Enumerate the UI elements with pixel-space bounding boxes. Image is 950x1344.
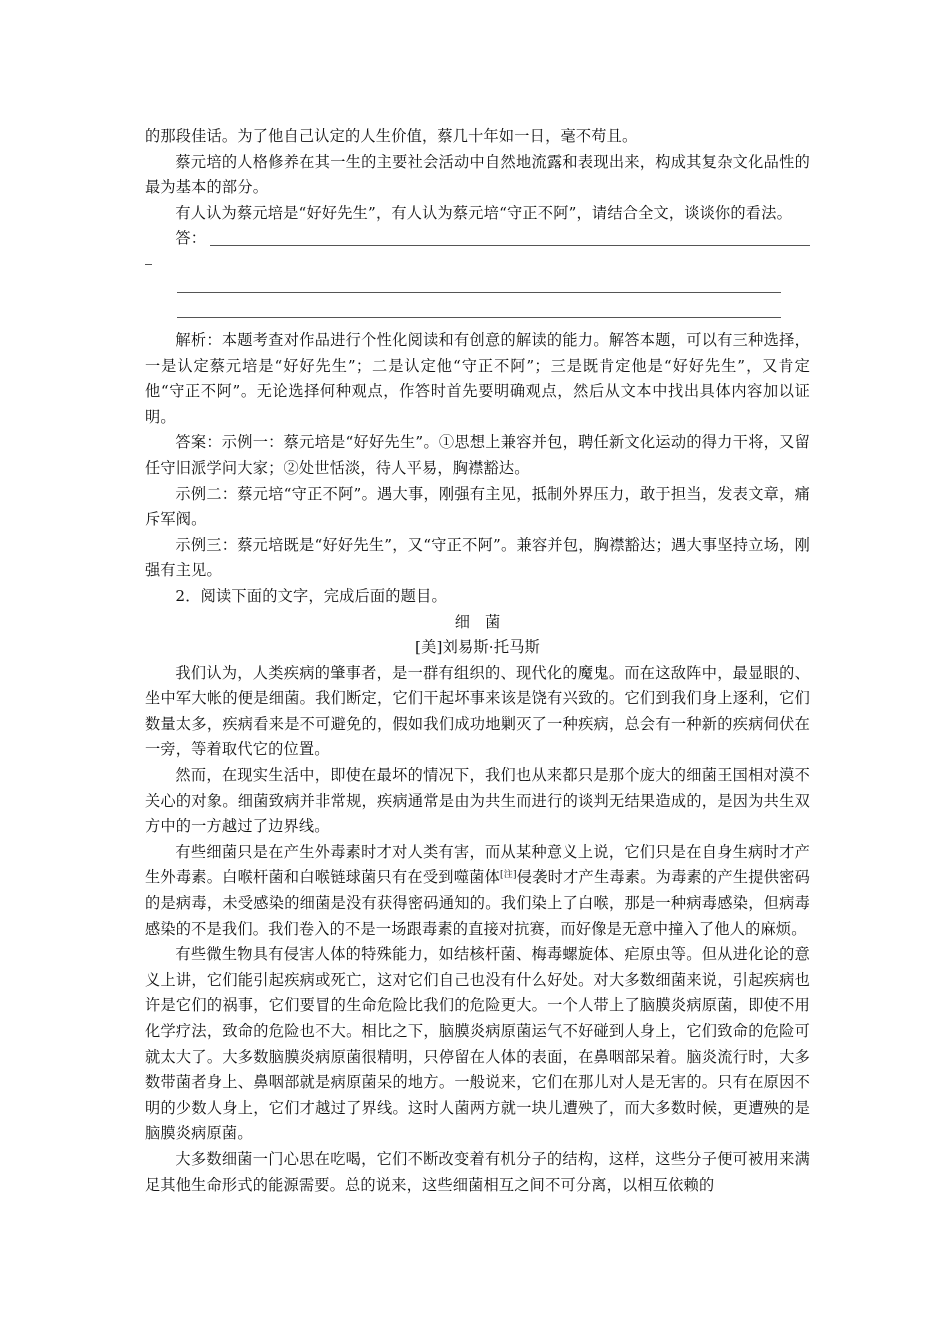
paragraph-character: 蔡元培的人格修养在其一生的主要社会活动中自然地流露和表现出来，构成其复杂文化品性的最为基本的部分。 <box>145 152 810 197</box>
answer-line-stub <box>145 252 810 272</box>
answer-example-3: 示例三：蔡元培既是“好好先生”，又“守正不阿”。兼容并包，胸襟豁达；遇大事坚持立场，刚强有主见。 <box>145 535 810 580</box>
article-title: 细菌 <box>454 612 516 631</box>
article-paragraph-4: 有些微生物具有侵害人体的特殊能力，如结核杆菌、梅毒螺旋体、疟原虫等。但从进化论的意义上讲，它们能引起疾病或死亡，这对它们自己也没有什么好处。对大多数细菌来说，引起疾病也许是它们的祸事，它们要冒的生命危险比我们的危险更大。一个人带上了脑膜炎病原菌，即使不用化学疗法，致命的危险也不大。相比之下，脑膜炎病原菌运气不好碰到人身上，它们致命的危险可就太大了。大多数脑膜炎病原菌很精明，只停留在人体的表面，在鼻咽部呆着。脑炎流行时，大多数带菌者身上、鼻咽部就是病原菌呆的地方。一般说来，它们在那儿对人是无害的。只有在原因不明的少数人身上，它们才越过了界线。这时人菌两方就一块儿遭殃了，而大多数时候，更遭殃的是脑膜炎病原菌。 <box>145 945 810 1143</box>
article-paragraph-3-part-1: 有些细菌只是在产生外毒素时才对人类有害，而从某种意义上说，它们只是在自身生病时才产生外毒素。白喉杆菌和白喉链球菌只有在受到噬菌体 <box>145 842 810 887</box>
article-author: [美]刘易斯·托马斯 <box>415 638 540 657</box>
article-paragraph-1: 我们认为，人类疾病的肇事者，是一群有组织的、现代化的魔鬼。而在这敌阵中，最显眼的、坐中军大帐的便是细菌。我们断定，它们干起坏事来该是饶有兴致的。它们到我们身上逐利，它们数量太多，疾病看来是不可避免的，假如我们成功地剿灭了一种疾病，总会有一种新的疾病伺伏在一旁，等着取代它的位置。 <box>145 663 810 759</box>
analysis-text: 解析：本题考查对作品进行个性化阅读和有创意的解读的能力。解答本题，可以有三种选择，一是认定蔡元培是“好好先生”；二是认定他“守正不阿”；三是既肯定他是“好好先生”，又肯定他“守正不阿”。无论选择何种观点，作答时首先要明确观点，然后从文本中找出具体内容加以证明。 <box>145 330 810 426</box>
answer-field[interactable] <box>145 226 810 252</box>
footnote-marker: [注] <box>500 870 517 881</box>
answer-line-2[interactable] <box>145 272 810 297</box>
document-page <box>145 124 810 1198</box>
answer-line-1[interactable] <box>210 245 810 246</box>
answer-example-2: 示例二：蔡元培“守正不阿”。遇大事，刚强有主见，抵制外界压力，敢于担当，发表文章，痛斥军阀。 <box>145 484 810 529</box>
answer-example-1: 答案：示例一：蔡元培是“好好先生”。①思想上兼容并包，聘任新文化运动的得力干将，又留任守旧派学问大家；②处世恬淡，待人平易，胸襟豁达。 <box>145 433 810 477</box>
article-paragraph-3-part-2: 侵袭时才产生毒素。为毒素的产生提供密码的是病毒，未受感染的细菌是没有获得密码通知的。我们染上了白喉，那是一种病毒感染，但病毒感染的不是我们。我们卷入的不是一场跟毒素的直接对抗赛，而好像是无意中撞入了他人的麻烦。 <box>145 868 810 938</box>
answer-label: 答： <box>175 229 207 248</box>
question-2-prompt: 2．阅读下面的文字，完成后面的题目。 <box>175 586 447 605</box>
article-paragraph-5: 大多数细菌一门心思在吃喝，它们不断改变着有机分子的结构，这样，这些分子便可被用来满足其他生命形式的能源需要。总的说来，这些细菌相互之间不可分离，以相互依赖的 <box>145 1149 810 1194</box>
answer-line-3[interactable] <box>145 297 810 322</box>
article-paragraph-3 <box>145 840 810 942</box>
article-paragraph-2: 然而，在现实生活中，即使在最坏的情况下，我们也从来都只是那个庞大的细菌王国相对漠不关心的对象。细菌致病并非常规，疾病通常是由为共生而进行的谈判无结果造成的，是因为共生双方中的一方越过了边界线。 <box>145 766 810 836</box>
paragraph-continuation: 的那段佳话。为了他自己认定的人生价值，蔡几十年如一日，毫不苟且。 <box>145 127 638 145</box>
question-text: 有人认为蔡元培是“好好先生”，有人认为蔡元培“守正不阿”，请结合全文，谈谈你的看法。 <box>175 203 792 222</box>
